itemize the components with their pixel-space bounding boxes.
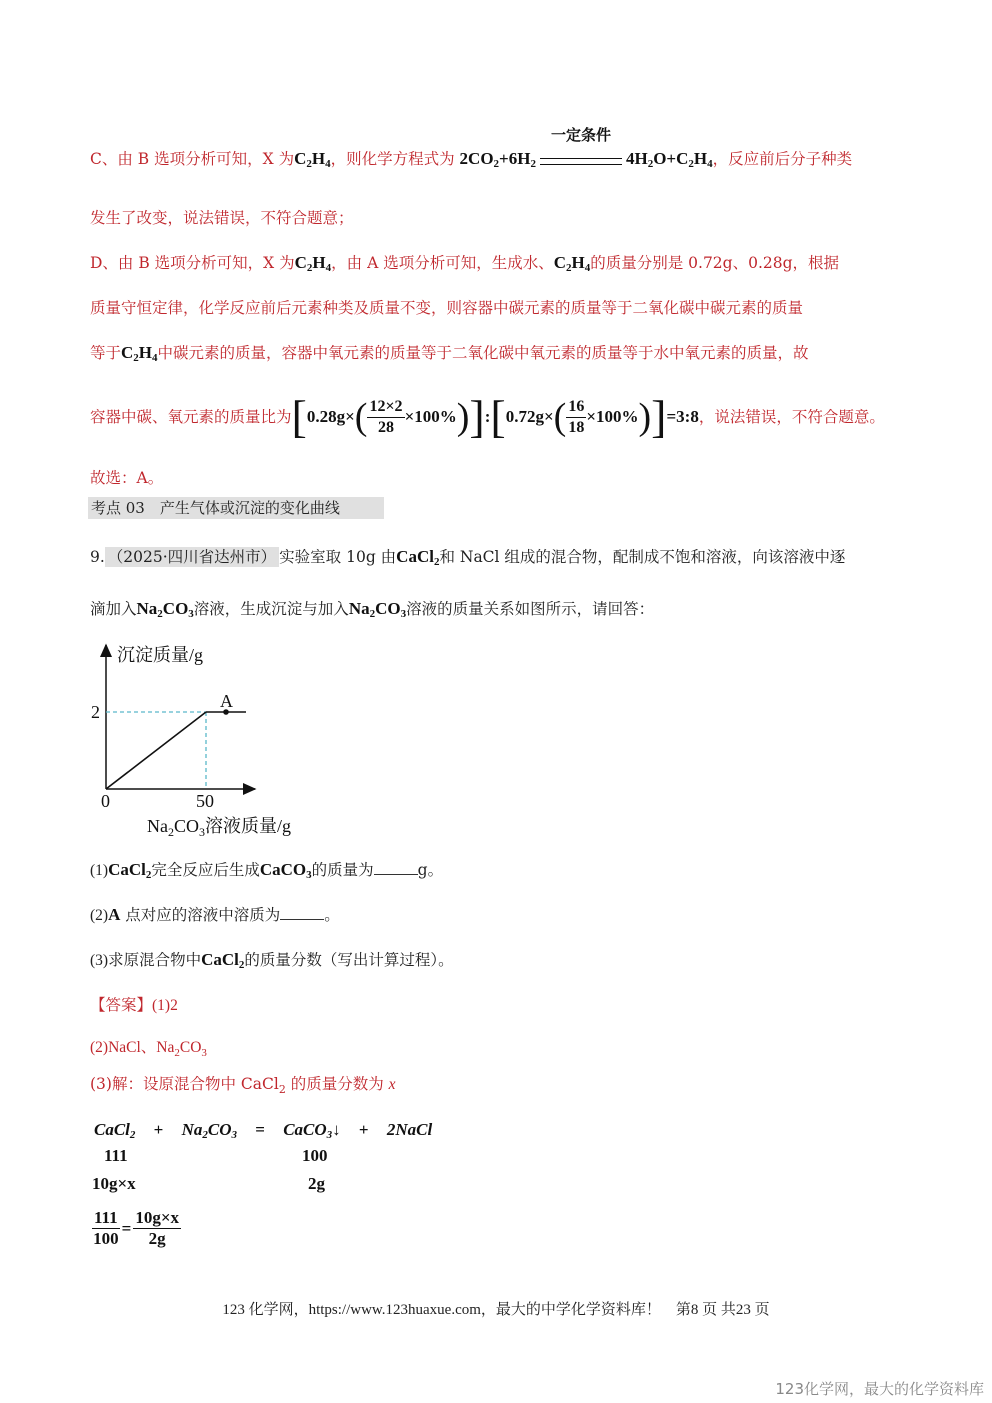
equation-condition: 一定条件 (550, 128, 611, 144)
value-caco3: 2g (308, 1174, 325, 1193)
c2h4-formula: $C_2H_4$ (294, 253, 332, 274)
answer-line-1: 【答案】(1)2 (90, 996, 178, 1014)
point-a-label: A (220, 691, 233, 711)
option-d-line-4: 容器中碳、氧元素的质量比为[0.28g×( $\frac{12\times 2}{28}$ ×100%)]:[0.72g×( $\frac{16}{18}$ ×100%)]=3:8，说法错误，不符合题意。 (90, 391, 885, 442)
question-number: 9. (90, 548, 105, 566)
y-tick-label: 2 (91, 702, 100, 722)
answer-blank-1[interactable] (374, 860, 418, 875)
equation-left: $2CO_2+6H_2$ (459, 149, 536, 170)
option-c-line-2: 发生了改变，说法错误，不符合题意； (90, 209, 354, 227)
question-source-tag: （2025·四川省达州市） (105, 547, 279, 567)
c2h4-formula: $C_2H_4$ (121, 343, 158, 364)
answer-label: 【答案】 (90, 996, 153, 1014)
section-header: 考点 03 产生气体或沉淀的变化曲线 (88, 497, 384, 519)
na2co3-formula: $Na_2CO_3$ (136, 599, 194, 620)
y-axis-label: 沉淀质量/g (117, 645, 204, 665)
option-d-line-2: 质量守恒定律，化学反应前后元素种类及质量不变，则容器中碳元素的质量等于二氧化碳中碳元素的质量 (90, 299, 804, 317)
equation-condition-arrow (540, 128, 622, 171)
page-footer: 123 化学网，https://www.123huaxue.com，最大的中学化学资料库！ 第8 页 共23 页 (222, 1302, 770, 1318)
subquestion-2: (2)A 点对应的溶液中溶质为 。 (90, 905, 340, 924)
fraction-2: $\frac{16}{18}$ (568, 397, 585, 436)
answer-line-2: (2)NaCl、$Na_2CO_3$ (90, 1039, 207, 1060)
option-c-line-1 (90, 128, 853, 175)
watermark: 123化学网，最大的化学资料库 (775, 1380, 984, 1398)
formula-mass-2: 0.72g× (505, 407, 554, 426)
option-c-text-a: C、由 B 选项分析可知，X 为 (90, 150, 295, 168)
equation-right: $4H_2O+C_2H_4$ (625, 149, 713, 170)
value-cacl2: 10g×x (92, 1174, 136, 1193)
choice-text: 故选：A。 (90, 469, 164, 487)
left-bracket: [ (291, 391, 307, 442)
fraction-1: $\frac{12\times 2}{28}$ (369, 397, 403, 436)
ratio-equation: $\frac{111}{100}$ = $\frac{10g\times x}{2g}$ (93, 1208, 179, 1248)
reaction-equation: CaCl$_2$ + $Na_2CO_3$ = CaCO$_3$↓ + 2NaCl (94, 1120, 433, 1141)
option-c-text-c: ，反应前后分子种类 (712, 150, 853, 168)
formula-result: =3:8 (666, 407, 699, 426)
option-c-text-b: ，则化学方程式为 (330, 150, 455, 168)
cacl2-formula: CaCl$_2$ (396, 547, 440, 568)
question-line-2: 滴加入$Na_2CO_3$溶液，生成沉淀与加入$Na_2CO_3$溶液的质量关系如图所示，请回答： (90, 599, 655, 620)
c2h4-formula: $C_2H_4$ (294, 149, 331, 170)
subquestion-3: (3)求原混合物中CaCl$_2$的质量分数（写出计算过程）。 (90, 950, 454, 971)
series-segment-1 (106, 712, 206, 789)
question-line-1: 9. （2025·四川省达州市） 实验室取 10g 由CaCl$_2$和 NaCl 组成的混合物，配制成不饱和溶液，向该溶液中逐 (90, 547, 846, 568)
answer-blank-2[interactable] (280, 905, 324, 920)
answer-line-3: (3)解：设原混合物中 CaCl$_2$ 的质量分数为 x (90, 1075, 396, 1097)
formula-mass-1: 0.28g× (306, 407, 355, 426)
molar-mass-cacl2: 111 (104, 1146, 128, 1165)
option-d-line-1: D、由 B 选项分析可知，X 为$C_2H_4$，由 A 选项分析可知，生成水、$C_2H_4$的质量分别是 0.72g、0.28g，根据 (90, 253, 840, 274)
x-axis-label: $Na_2CO_3$溶液质量/g (147, 816, 292, 839)
precipitate-chart (85, 635, 325, 840)
x-tick-label: 50 (196, 791, 214, 811)
x-tick-label: 0 (101, 791, 110, 811)
option-d-line-3: 等于$C_2H_4$中碳元素的质量，容器中氧元素的质量等于二氧化碳中氧元素的质量等于水中氧元素的质量，故 (90, 343, 809, 364)
molar-mass-caco3: 100 (302, 1146, 328, 1165)
na2co3-formula: $Na_2CO_3$ (348, 599, 407, 620)
subquestion-1: (1)CaCl$_2$完全反应后生成CaCO$_3$的质量为 g。 (90, 860, 444, 881)
c2h4-formula: $C_2H_4$ (553, 253, 591, 274)
